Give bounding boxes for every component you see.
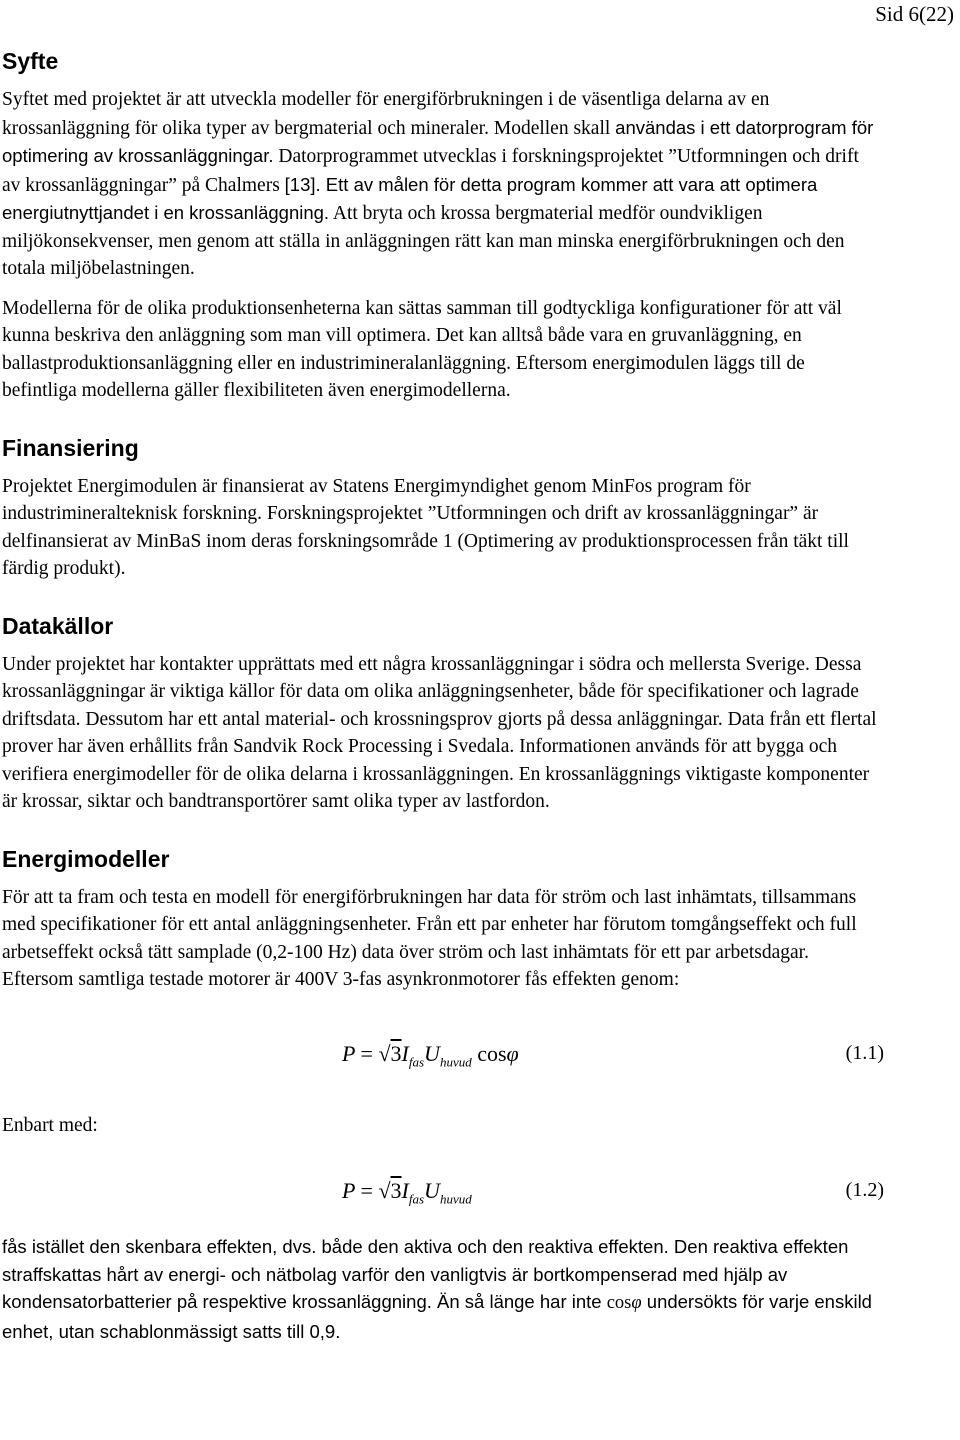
section-finansiering (2, 433, 882, 583)
eq-symbol: P (342, 1178, 356, 1203)
equation-1-row (2, 1030, 882, 1090)
paragraph-syfte-1 (2, 86, 882, 283)
heading-syfte: Syfte (2, 48, 59, 74)
text-run: Datorprogrammet (273, 146, 419, 167)
section-datakallor (2, 611, 882, 816)
sqrt-icon: √ (378, 1040, 391, 1066)
text-run-phi: φ (631, 1293, 642, 1313)
equation-2 (342, 1177, 472, 1213)
equation-2-row (2, 1167, 882, 1227)
text-run: undersökts för varje enskild enhet, utan schablonmässigt satts till 0,9. (2, 1291, 872, 1342)
text-run-sans: användas i ett datorprogram för optimering av krossanläggningar. (2, 116, 874, 166)
heading-finansiering: Finansiering (2, 434, 139, 461)
eq-symbol: 3 (390, 1040, 402, 1066)
eq-subscript: fas (408, 1053, 425, 1069)
eq-symbol: U (424, 1040, 440, 1066)
paragraph-finansiering-1: Projektet Energimodulen är finansierat av Statens Energimyndighet genom MinFos program för industrimineralteknisk forskning. Forskningsprojektet ”Utformningen och drift av krossanläggningar” är delfinansierat av MinBaS inom deras forskningsområde 1 (Optimering av produktionsprocessen från täkt till färdig produkt). (2, 475, 849, 579)
equation-2-number: (1.2) (845, 1179, 884, 1201)
text-run: Att bryta och krossa bergmaterial medför oundvikligen miljökonsekvenser, men genom att ställa in anläggningen rätt kan man minska energiförbrukningen och den totala miljöbelastningen. (2, 203, 845, 279)
text-run-sans: Ett av målen för detta program kommer att vara att optimera energiutnyttjandet i en krossanläggning. (2, 173, 818, 223)
eq-symbol: = (360, 1178, 373, 1203)
eq-symbol: U (424, 1178, 440, 1203)
eq-subscript: huvud (439, 1053, 472, 1069)
eq-symbol: 3 (390, 1178, 402, 1203)
equation-1 (342, 1040, 519, 1076)
paragraph-enbart: Enbart med: (2, 1114, 98, 1136)
eq-symbol: = (360, 1040, 373, 1066)
text-run: fås istället den skenbara effekten, dvs. både den aktiva och den reaktiva effekten. Den reaktiva effekten straffskattas hårt av energi- och nätbolag varför den vanligtvis är bortkompenserad med hjälp av kondensatorbatterier på respektive krossanläggning. Än så länge har inte (2, 1236, 849, 1312)
eq-symbol: I (401, 1040, 409, 1066)
paragraph-syfte-2: Modellerna för de olika produktionsenheterna kan sättas samman till godtyckliga konfigurationer för att väl kunna beskriva den anläggning som man vill optimera. Det kan alltså både vara en gruvanläggning, en ballastproduktionsanläggning eller en industrimineralanläggning. Eftersom energimodulen läggs till de befintliga modellerna gäller flexibiliteten även energimodellerna. (2, 297, 842, 401)
eq-symbol: P (342, 1040, 356, 1066)
section-energimodeller (2, 844, 882, 1346)
paragraph-energimodeller-1: För att ta fram och testa en modell för energiförbrukningen har data för ström och last inhämtats, tillsammans med specifikationer för ett antal anläggningsenheter. Från ett par enheter har förutom tomgångseffekt och full arbetseffekt också tätt samplade (0,2-100 Hz) data över ström och last inhämtats för ett par arbetsdagar. Eftersom samtliga testade motorer är 400V 3-fas asynkronmotorer fås effekten genom: (2, 886, 857, 990)
eq-symbol: φ (506, 1040, 519, 1066)
document-body (2, 46, 882, 1345)
text-run: utvecklas i forskningsprojektet ”Utformningen och drift av krossanläggningar” på Chalmers (2, 146, 859, 196)
text-run-sans: [13]. (284, 173, 321, 195)
equation-1-number: (1.1) (845, 1041, 884, 1064)
page-number: Sid 6(22) (875, 2, 954, 26)
text-run-cos: cos (606, 1293, 632, 1313)
heading-energimodeller: Energimodeller (2, 845, 170, 872)
paragraph-datakallor-1: Under projektet har kontakter upprättats med ett några krossanläggningar i södra och mellersta Sverige. Dessa krossanläggningar är viktiga källor för data om olika anläggningsenheter, både för specifikationer och lagrade driftsdata. Dessutom har ett antal material- och krossningsprov gjorts på dessa anläggningar. Data från ett flertal prover har även erhållits från Sandvik Rock Processing i Svedala. Informationen används för att bygga och verifiera energimodeller för de olika delarna i krossanläggningen. En krossanläggnings viktigaste komponenter är krossar, siktar och bandtransportörer samt olika typer av lastfordon. (2, 653, 877, 812)
heading-datakallor: Datakällor (2, 612, 114, 639)
sqrt-icon: √ (378, 1178, 391, 1203)
eq-symbol: I (401, 1178, 409, 1203)
text-run: Syftet med projektet är att utveckla modeller för energiförbrukningen i de väsentliga delarna av en krossanläggning för olika typer av bergmaterial och mineraler. Modellen skall (2, 89, 770, 139)
eq-subscript: fas (408, 1191, 425, 1207)
eq-subscript: huvud (439, 1191, 472, 1207)
eq-symbol: cos (477, 1040, 507, 1066)
section-syfte (2, 46, 882, 405)
paragraph-energimodeller-2 (2, 1233, 882, 1345)
